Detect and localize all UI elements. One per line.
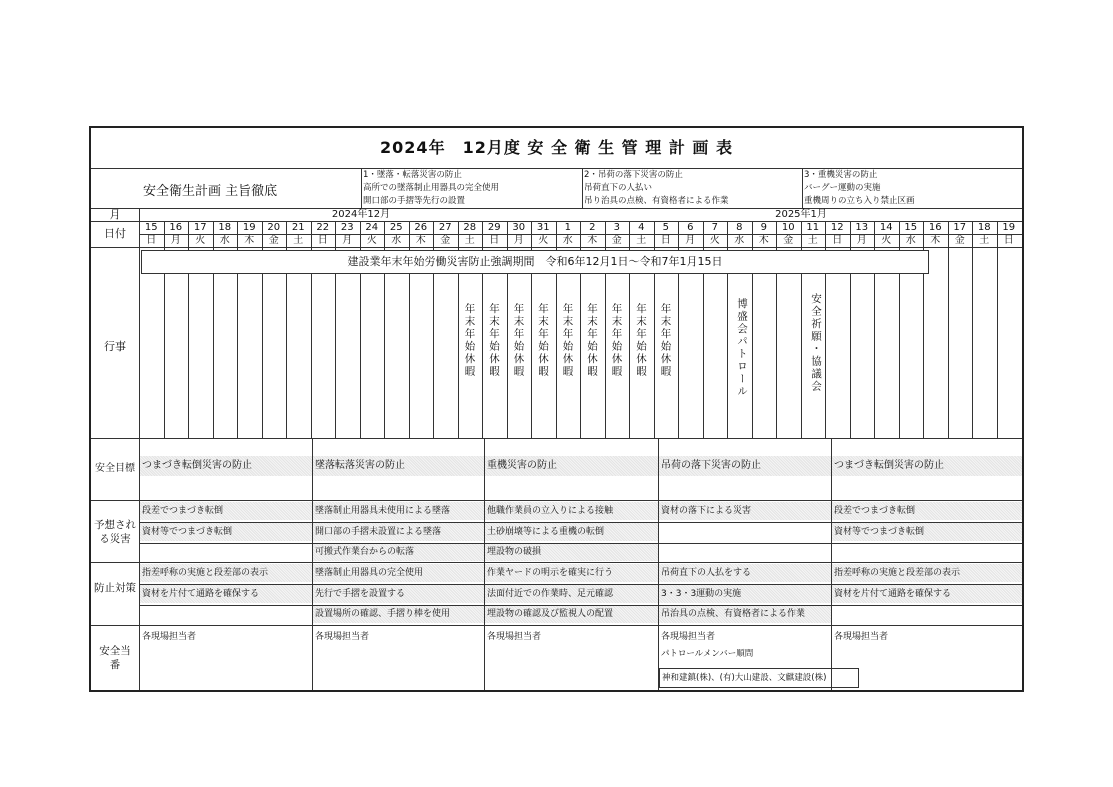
weekday: 月 (685, 235, 696, 246)
measure-cell: 吊荷直下の人払をする (659, 564, 832, 582)
holiday-marker: 年末年始休暇 (463, 303, 476, 378)
date-number: 16 (169, 222, 183, 233)
date-number: 19 (242, 222, 256, 233)
hazard-cell (659, 543, 832, 561)
weekday: 月 (170, 235, 181, 246)
weekday: 土 (464, 235, 475, 246)
hazard-cell: 土砂崩壊等による重機の転倒 (485, 523, 659, 541)
divider (91, 247, 1022, 248)
day-divider (972, 221, 973, 438)
patrol-members-box (659, 668, 859, 688)
date-number: 5 (662, 222, 669, 233)
weekday: 金 (440, 235, 451, 246)
policy-1-title: 1・墜落・転落災害の防止 (363, 170, 462, 180)
duty-label: 安全当番 (99, 645, 131, 671)
section-divider (484, 438, 485, 690)
date-number: 22 (316, 222, 330, 233)
weekday: 木 (244, 235, 255, 246)
month-label: 月 (109, 208, 121, 221)
date-label: 日付 (104, 227, 126, 240)
weekday: 月 (856, 235, 867, 246)
date-number: 31 (536, 222, 550, 233)
weekday: 日 (317, 235, 328, 246)
date-number: 4 (638, 222, 645, 233)
weekday: 火 (881, 235, 892, 246)
divider (582, 168, 583, 208)
section-divider (831, 438, 832, 690)
weekday: 火 (538, 235, 549, 246)
date-number: 18 (218, 222, 232, 233)
month-2024: 2024年12月 (331, 209, 391, 220)
policy-2-title: 2・吊荷の落下災害の防止 (584, 170, 683, 180)
hazard-cell: 段差でつまづき転倒 (140, 502, 313, 520)
weekday: 水 (219, 235, 230, 246)
events-label: 行事 (104, 340, 126, 353)
holiday-marker: 年末年始休暇 (537, 303, 549, 378)
measure-cell: 埋設物の確認及び監視人の配置 (485, 605, 659, 623)
holiday-marker: 年末年始休暇 (488, 303, 500, 378)
date-number: 13 (855, 222, 869, 233)
weekday: 土 (636, 235, 647, 246)
weekday: 月 (513, 235, 524, 246)
hazard-cell: 墜落制止用器具未使用による墜落 (313, 502, 485, 520)
section-divider (658, 438, 659, 690)
weekday: 金 (783, 235, 794, 246)
weekday: 水 (562, 235, 573, 246)
goal-cell: つまづき転倒災害の防止 (142, 460, 252, 471)
event-prayer: 安全祈願・協議会 (810, 293, 822, 393)
day-divider (948, 221, 949, 438)
policy-3-item: 重機周りの立ち入り禁止区画 (804, 196, 915, 206)
weekday: 水 (734, 235, 745, 246)
weekday: 金 (268, 235, 279, 246)
divider (91, 208, 1022, 209)
hazard-cell: 他職作業員の立入りによる接触 (485, 502, 659, 520)
duty-cell: 各現場担当者 (661, 632, 716, 642)
measure-cell: 3・3・3運動の実施 (659, 585, 832, 603)
patrol-members-label: パトロールメンバー順問 (661, 649, 754, 659)
measure-cell: 作業ヤードの明示を確実に行う (485, 564, 659, 582)
page-title: 2024年 12月度 安 全 衛 生 管 理 計 画 表 (380, 138, 733, 157)
date-number: 15 (904, 222, 918, 233)
date-number: 21 (291, 222, 305, 233)
date-number: 17 (953, 222, 967, 233)
holiday-marker: 年末年始休暇 (610, 303, 623, 378)
weekday: 木 (587, 235, 598, 246)
date-number: 14 (879, 222, 893, 233)
duty-cell: 各現場担当者 (834, 632, 889, 642)
measure-cell (832, 605, 1022, 623)
divider (91, 500, 1022, 501)
month-2025: 2025年1月 (775, 209, 827, 220)
weekday: 日 (832, 235, 843, 246)
row-divider (139, 522, 1022, 523)
safety-plan-table (89, 126, 1024, 692)
holiday-marker: 年末年始休暇 (586, 303, 598, 378)
divider (802, 168, 803, 208)
duty-cell: 各現場担当者 (487, 632, 542, 642)
measure-cell: 法面付近での作業時、足元確認 (485, 585, 659, 603)
section-divider (312, 438, 313, 690)
date-number: 30 (512, 222, 526, 233)
measure-cell: 設置場所の確認、手摺り棒を使用 (313, 605, 485, 623)
date-number: 6 (687, 222, 694, 233)
date-number: 3 (613, 222, 620, 233)
weekday: 火 (709, 235, 720, 246)
hazard-cell: 開口部の手摺未設置による墜落 (313, 523, 485, 541)
date-number: 28 (463, 222, 477, 233)
weekday: 日 (489, 235, 500, 246)
duty-cell: 各現場担当者 (315, 632, 370, 642)
day-divider (997, 221, 998, 438)
date-number: 11 (806, 222, 820, 233)
weekday: 水 (905, 235, 916, 246)
event-patrol: 博盛会パトロール (736, 298, 748, 398)
measures-label: 防止対策 (94, 582, 136, 594)
goal-cell: つまづき転倒災害の防止 (834, 460, 944, 471)
hazard-cell: 資材の落下による災害 (659, 502, 832, 520)
policy-2-item: 吊り治具の点検、有資格者による作業 (584, 196, 729, 206)
policy-label: 安全衛生計画 主旨徹底 (143, 184, 278, 199)
date-number: 27 (438, 222, 452, 233)
goals-label: 安全目標 (95, 463, 135, 474)
date-number: 23 (340, 222, 354, 233)
weekday: 日 (660, 235, 671, 246)
weekday: 火 (195, 235, 206, 246)
date-number: 20 (267, 222, 281, 233)
weekday: 金 (611, 235, 622, 246)
weekday: 土 (807, 235, 818, 246)
measure-cell: 資材を片付て通路を確保する (832, 585, 1022, 603)
weekday: 土 (979, 235, 990, 246)
policy-2-item: 吊荷直下の人払い (584, 183, 653, 193)
policy-3-title: 3・重機災害の防止 (804, 170, 878, 180)
measure-cell: 吊治具の点検、有資格者による作業 (659, 605, 832, 623)
campaign-text: 建設業年末年始労働災害防止強調期間 令和6年12月1日～令和7年1月15日 (347, 255, 723, 268)
weekday: 木 (930, 235, 941, 246)
hazard-cell: 埋設物の破損 (485, 543, 659, 561)
duty-cell: 各現場担当者 (142, 632, 197, 642)
holiday-marker: 年末年始休暇 (635, 303, 647, 378)
weekday: 日 (146, 235, 157, 246)
weekday: 土 (293, 235, 304, 246)
holiday-marker: 年末年始休暇 (561, 303, 574, 378)
weekday: 木 (758, 235, 769, 246)
holiday-marker: 年末年始休暇 (512, 303, 525, 378)
hazard-cell (659, 523, 832, 541)
weekday: 日 (1003, 235, 1014, 246)
policy-1-item: 開口部の手摺等先行の設置 (363, 196, 466, 206)
date-number: 24 (365, 222, 379, 233)
date-number: 2 (589, 222, 596, 233)
divider (91, 562, 1022, 563)
date-number: 26 (414, 222, 428, 233)
hazards-label: 予想される災害 (94, 519, 136, 545)
divider (91, 625, 1022, 626)
policy-1-item: 高所での墜落制止用器具の完全使用 (363, 183, 500, 193)
date-number: 1 (564, 222, 571, 233)
weekday: 水 (391, 235, 402, 246)
hazard-cell (140, 543, 313, 561)
date-number: 7 (711, 222, 718, 233)
date-number: 12 (830, 222, 844, 233)
holiday-marker: 年末年始休暇 (659, 303, 672, 378)
date-number: 25 (389, 222, 403, 233)
date-number: 9 (760, 222, 767, 233)
row-divider (139, 605, 1022, 606)
divider (91, 168, 1022, 169)
measure-cell: 資材を片付て通路を確保する (140, 585, 313, 603)
goal-cell: 吊荷の落下災害の防止 (661, 460, 761, 471)
weekday: 月 (342, 235, 353, 246)
measure-cell: 墜落制止用器具の完全使用 (313, 564, 485, 582)
row-divider (139, 543, 1022, 544)
measure-cell: 指差呼称の実施と段差部の表示 (832, 564, 1022, 582)
policy-3-item: バーグー運動の実施 (804, 183, 881, 193)
divider (361, 168, 362, 208)
hazard-cell: 段差でつまづき転倒 (832, 502, 1022, 520)
measure-cell: 先行で手摺を設置する (313, 585, 485, 603)
weekday: 木 (415, 235, 426, 246)
goal-cell: 墜落転落災害の防止 (315, 460, 405, 471)
measure-cell: 指差呼称の実施と段差部の表示 (140, 564, 313, 582)
date-number: 18 (977, 222, 991, 233)
campaign-banner (141, 250, 929, 274)
hazard-cell: 資材等でつまづき転倒 (140, 523, 313, 541)
hazard-cell: 資材等でつまづき転倒 (832, 523, 1022, 541)
hazard-cell (832, 543, 1022, 561)
weekday: 火 (366, 235, 377, 246)
date-number: 10 (781, 222, 795, 233)
date-number: 16 (928, 222, 942, 233)
date-number: 8 (736, 222, 743, 233)
date-number: 29 (487, 222, 501, 233)
date-number: 15 (144, 222, 158, 233)
weekday: 金 (954, 235, 965, 246)
patrol-members: 神和建鎮(株)、(有)大山建設、文麒建設(株) (662, 673, 827, 683)
hazard-cell: 可搬式作業台からの転落 (313, 543, 485, 561)
date-number: 17 (193, 222, 207, 233)
measure-cell (140, 605, 313, 623)
row-divider (139, 584, 1022, 585)
date-number: 19 (1002, 222, 1016, 233)
goal-cell: 重機災害の防止 (487, 460, 557, 471)
divider (91, 438, 1022, 439)
